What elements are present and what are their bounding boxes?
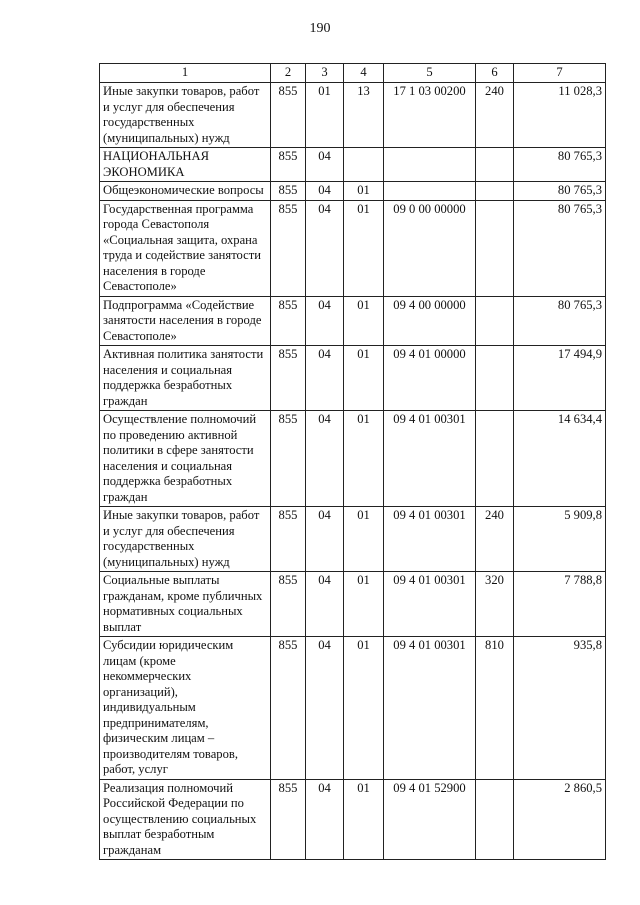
- row-expense-type-cell: 320: [476, 572, 514, 637]
- row-section-cell: 04: [306, 572, 344, 637]
- row-target-article-cell: 09 4 01 00301: [384, 507, 476, 572]
- table-row: [100, 148, 606, 182]
- header-col-5: 5: [384, 64, 476, 83]
- row-expense-type-cell: 240: [476, 83, 514, 148]
- row-sum-cell: 7 788,8: [514, 572, 606, 637]
- row-sum-cell: 14 634,4: [514, 411, 606, 507]
- row-grbs-cell: 855: [271, 507, 306, 572]
- row-sum-cell: 80 765,3: [514, 296, 606, 346]
- row-grbs-cell: 855: [271, 296, 306, 346]
- row-subsection-cell: [344, 148, 384, 182]
- row-sum-cell: 80 765,3: [514, 148, 606, 182]
- row-name-cell: Активная политика занятости населения и социальная поддержка безработных граждан: [100, 346, 271, 411]
- row-sum-cell: 11 028,3: [514, 83, 606, 148]
- table-row: [100, 83, 606, 148]
- row-expense-type-cell: [476, 779, 514, 860]
- row-grbs-cell: 855: [271, 83, 306, 148]
- table-row: [100, 779, 606, 860]
- row-sum-cell: 80 765,3: [514, 200, 606, 296]
- row-section-cell: 04: [306, 507, 344, 572]
- row-name-cell: Иные закупки товаров, работ и услуг для обеспечения государственных (муниципальных) нужд: [100, 83, 271, 148]
- row-name-cell: Субсидии юридическим лицам (кроме некоммерческих организаций), индивидуальным предпринимателям, физическим лицам – производителям товаров, работ, услуг: [100, 637, 271, 780]
- row-subsection-cell: 01: [344, 507, 384, 572]
- row-target-article-cell: 09 4 01 00301: [384, 411, 476, 507]
- row-grbs-cell: 855: [271, 779, 306, 860]
- table-row: [100, 411, 606, 507]
- row-expense-type-cell: [476, 200, 514, 296]
- row-name-cell: Реализация полномочий Российской Федерации по осуществлению социальных выплат безработным гражданам: [100, 779, 271, 860]
- row-subsection-cell: 01: [344, 346, 384, 411]
- row-target-article-cell: 09 4 00 00000: [384, 296, 476, 346]
- header-col-7: 7: [514, 64, 606, 83]
- page-number: 190: [309, 21, 331, 36]
- table-row: [100, 346, 606, 411]
- row-target-article-cell: [384, 182, 476, 201]
- row-expense-type-cell: 240: [476, 507, 514, 572]
- row-expense-type-cell: [476, 346, 514, 411]
- row-name-cell: Подпрограмма «Содействие занятости населения в городе Севастополе»: [100, 296, 271, 346]
- header-col-1: 1: [100, 64, 271, 83]
- table-header-row: [100, 64, 606, 83]
- table-row: [100, 296, 606, 346]
- row-grbs-cell: 855: [271, 411, 306, 507]
- row-name-cell: НАЦИОНАЛЬНАЯ ЭКОНОМИКА: [100, 148, 271, 182]
- row-section-cell: 04: [306, 296, 344, 346]
- row-target-article-cell: 17 1 03 00200: [384, 83, 476, 148]
- row-subsection-cell: 01: [344, 182, 384, 201]
- row-sum-cell: 2 860,5: [514, 779, 606, 860]
- row-name-cell: Государственная программа города Севастополя «Социальная защита, охрана труда и содействие занятости населения в городе Севастополе»: [100, 200, 271, 296]
- row-target-article-cell: [384, 148, 476, 182]
- row-subsection-cell: 01: [344, 411, 384, 507]
- row-grbs-cell: 855: [271, 572, 306, 637]
- row-subsection-cell: 01: [344, 779, 384, 860]
- row-target-article-cell: 09 4 01 52900: [384, 779, 476, 860]
- row-grbs-cell: 855: [271, 637, 306, 780]
- row-grbs-cell: 855: [271, 346, 306, 411]
- table-row: [100, 200, 606, 296]
- row-expense-type-cell: [476, 148, 514, 182]
- row-grbs-cell: 855: [271, 148, 306, 182]
- row-grbs-cell: 855: [271, 182, 306, 201]
- row-expense-type-cell: [476, 296, 514, 346]
- row-sum-cell: 80 765,3: [514, 182, 606, 201]
- row-section-cell: 04: [306, 346, 344, 411]
- table-row: [100, 182, 606, 201]
- row-expense-type-cell: [476, 411, 514, 507]
- row-section-cell: 04: [306, 200, 344, 296]
- row-subsection-cell: 01: [344, 572, 384, 637]
- table-row: [100, 507, 606, 572]
- header-col-2: 2: [271, 64, 306, 83]
- row-section-cell: 04: [306, 411, 344, 507]
- row-sum-cell: 17 494,9: [514, 346, 606, 411]
- header-col-6: 6: [476, 64, 514, 83]
- row-subsection-cell: 01: [344, 637, 384, 780]
- row-expense-type-cell: [476, 182, 514, 201]
- table-row: [100, 637, 606, 780]
- row-target-article-cell: 09 0 00 00000: [384, 200, 476, 296]
- row-name-cell: Иные закупки товаров, работ и услуг для обеспечения государственных (муниципальных) нужд: [100, 507, 271, 572]
- header-col-4: 4: [344, 64, 384, 83]
- row-section-cell: 01: [306, 83, 344, 148]
- budget-table: [99, 63, 606, 860]
- row-target-article-cell: 09 4 01 00301: [384, 637, 476, 780]
- row-section-cell: 04: [306, 637, 344, 780]
- row-name-cell: Осуществление полномочий по проведению активной политики в сфере занятости населения и социальная поддержка безработных граждан: [100, 411, 271, 507]
- table-row: [100, 572, 606, 637]
- row-subsection-cell: 01: [344, 296, 384, 346]
- row-subsection-cell: 01: [344, 200, 384, 296]
- row-name-cell: Общеэкономические вопросы: [100, 182, 271, 201]
- row-name-cell: Социальные выплаты гражданам, кроме публичных нормативных социальных выплат: [100, 572, 271, 637]
- row-sum-cell: 5 909,8: [514, 507, 606, 572]
- row-section-cell: 04: [306, 148, 344, 182]
- row-expense-type-cell: 810: [476, 637, 514, 780]
- row-sum-cell: 935,8: [514, 637, 606, 780]
- row-section-cell: 04: [306, 779, 344, 860]
- row-section-cell: 04: [306, 182, 344, 201]
- row-target-article-cell: 09 4 01 00000: [384, 346, 476, 411]
- row-subsection-cell: 13: [344, 83, 384, 148]
- header-col-3: 3: [306, 64, 344, 83]
- row-grbs-cell: 855: [271, 200, 306, 296]
- row-target-article-cell: 09 4 01 00301: [384, 572, 476, 637]
